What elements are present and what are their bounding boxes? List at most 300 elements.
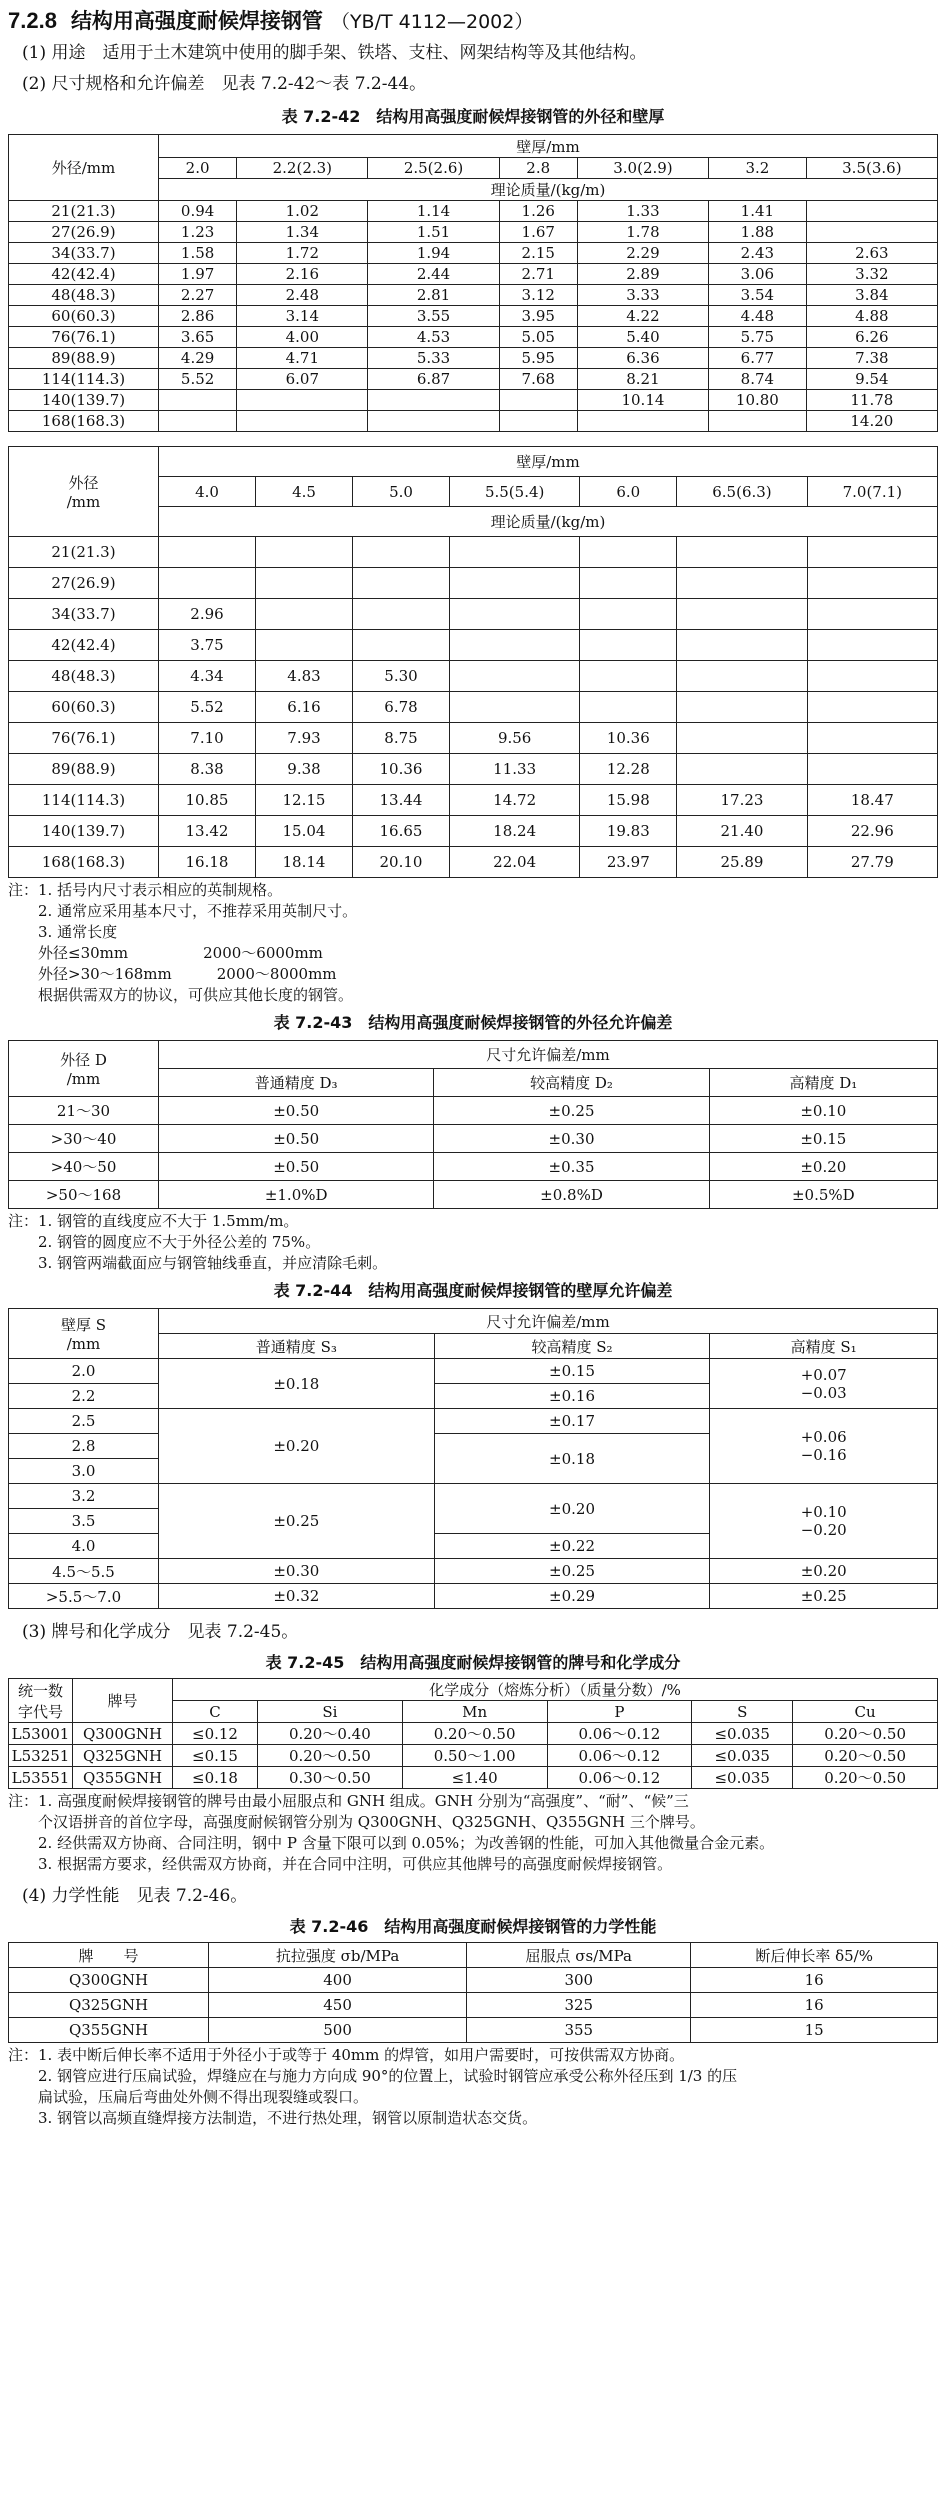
s1-cell [710, 1409, 938, 1484]
value-cell [353, 630, 450, 661]
value-cell: 7.68 [499, 369, 577, 390]
value-cell: 6.78 [353, 692, 450, 723]
row-label-cell: 76(76.1) [9, 723, 159, 754]
value-cell: 1.34 [237, 222, 368, 243]
value-cell: 2.48 [237, 285, 368, 306]
value-cell: ±0.5%D [709, 1181, 937, 1209]
row-label-cell: 140(139.7) [9, 816, 159, 847]
value-cell [450, 537, 580, 568]
note-line: 3. 根据需方要求，经供需双方协商，并在合同中注明，可供应其他牌号的高强度耐候焊接钢管。 [8, 1855, 673, 1873]
table-row [9, 1181, 938, 1209]
s1-plus: +0.07 [800, 1365, 847, 1384]
table-row [9, 537, 938, 568]
value-cell: 3.65 [159, 327, 237, 348]
row-label-cell: 168(168.3) [9, 411, 159, 432]
value-cell: 16 [691, 1968, 938, 1993]
section-standard: （YB/T 4112—2002） [330, 11, 534, 33]
row-label-cell: 60(60.3) [9, 306, 159, 327]
value-cell: 3.54 [709, 285, 807, 306]
table-row [9, 568, 938, 599]
table-row [9, 1097, 938, 1125]
table-42-part2 [8, 446, 938, 878]
row-label-cell: 48(48.3) [9, 661, 159, 692]
value-cell [450, 692, 580, 723]
precision-header: 普通精度 S₃ [159, 1334, 435, 1359]
s1-cell [710, 1359, 938, 1409]
value-cell [450, 599, 580, 630]
property-header: 断后伸长率 δ5/% [691, 1943, 938, 1968]
table-row [9, 285, 938, 306]
value-cell: 0.30～0.50 [257, 1767, 402, 1789]
row-label-cell: 76(76.1) [9, 327, 159, 348]
value-cell [677, 723, 807, 754]
section-number: 7.2.8 [8, 8, 57, 33]
note-line: 根据供需双方的协议，可供应其他长度的钢管。 [8, 986, 354, 1004]
value-cell: 8.75 [353, 723, 450, 754]
note-line: 扁试验，压扁后弯曲处外侧不得出现裂缝或裂口。 [8, 2088, 369, 2106]
value-cell: 4.22 [577, 306, 708, 327]
wall-s-label: 壁厚 S [60, 1316, 107, 1334]
value-cell: 3.12 [499, 285, 577, 306]
value-cell: 1.33 [577, 201, 708, 222]
value-cell: 355 [467, 2018, 691, 2043]
table-row [9, 630, 938, 661]
value-cell [353, 599, 450, 630]
value-cell [580, 568, 677, 599]
table-row [9, 1153, 938, 1181]
table-row [9, 1723, 938, 1745]
wall-header-2: 壁厚/mm [159, 447, 938, 477]
value-cell: 0.06～0.12 [547, 1723, 692, 1745]
table-row [9, 369, 938, 390]
precision-header: 普通精度 D₃ [159, 1069, 434, 1097]
table-row [9, 264, 938, 285]
note-line: 注：1. 括号内尺寸表示相应的英制规格。 [8, 881, 283, 899]
value-cell: 2.63 [806, 243, 937, 264]
table-row [9, 201, 938, 222]
value-cell: 2.43 [709, 243, 807, 264]
value-cell: 0.50～1.00 [402, 1745, 547, 1767]
wall-cell: 2.8 [9, 1434, 159, 1459]
value-cell: 3.14 [237, 306, 368, 327]
property-header: 屈服点 σs/MPa [467, 1943, 691, 1968]
value-cell: ≤0.12 [173, 1723, 258, 1745]
value-cell: ±0.15 [709, 1125, 937, 1153]
row-label-cell: 21(21.3) [9, 537, 159, 568]
value-cell: 6.16 [256, 692, 353, 723]
wall-cell: >5.5～7.0 [9, 1584, 159, 1609]
value-cell: 11.33 [450, 754, 580, 785]
value-cell: 6.87 [368, 369, 499, 390]
value-cell: 5.30 [353, 661, 450, 692]
table-43-caption: 表 7.2-43 结构用高强度耐候焊接钢管的外径允许偏差 [273, 1013, 673, 1032]
element-header: Mn [402, 1701, 547, 1723]
value-cell: 8.21 [577, 369, 708, 390]
wall-cell: 2.5 [9, 1409, 159, 1434]
value-cell: 0.20～0.50 [793, 1767, 938, 1789]
row-label-cell: >50～168 [9, 1181, 159, 1209]
value-cell: ±0.20 [709, 1153, 937, 1181]
value-cell: 16 [691, 1993, 938, 2018]
note-line: 2. 钢管的圆度应不大于外径公差的 75%。 [8, 1233, 321, 1251]
row-label-cell: 89(88.9) [9, 754, 159, 785]
value-cell: 3.75 [159, 630, 256, 661]
value-cell: 2.86 [159, 306, 237, 327]
value-cell: 2.96 [159, 599, 256, 630]
code-header [9, 1679, 73, 1723]
table-row [9, 661, 938, 692]
value-cell: 0.20～0.50 [257, 1745, 402, 1767]
value-cell [159, 568, 256, 599]
row-label-cell: 34(33.7) [9, 243, 159, 264]
value-cell: 1.26 [499, 201, 577, 222]
wall-cell: 3.5 [9, 1509, 159, 1534]
value-cell [353, 537, 450, 568]
row-label-cell: 168(168.3) [9, 847, 159, 878]
para-usage: (1) 用途 适用于土木建筑中使用的脚手架、铁塔、支柱、网架结构等及其他结构。 [22, 43, 647, 63]
value-cell: 17.23 [677, 785, 807, 816]
table-row [9, 816, 938, 847]
table-45-caption: 表 7.2-45 结构用高强度耐候焊接钢管的牌号和化学成分 [265, 1653, 681, 1672]
wall-size-header: 5.5(5.4) [450, 477, 580, 507]
value-cell: 10.14 [577, 390, 708, 411]
value-cell: 4.00 [237, 327, 368, 348]
value-cell: 18.14 [256, 847, 353, 878]
row-label-cell: Q355GNH [9, 2018, 209, 2043]
row-label-cell: 21～30 [9, 1097, 159, 1125]
value-cell: 7.10 [159, 723, 256, 754]
precision-header: 较高精度 D₂ [434, 1069, 709, 1097]
value-cell: 1.14 [368, 201, 499, 222]
code-label-b: 字代号 [17, 1702, 63, 1721]
value-cell: 6.77 [709, 348, 807, 369]
value-cell: 0.20～0.40 [257, 1723, 402, 1745]
value-cell [159, 390, 237, 411]
value-cell: 0.20～0.50 [793, 1723, 938, 1745]
wall-size-header: 2.8 [499, 158, 577, 179]
table-42-caption: 表 7.2-42 结构用高强度耐候焊接钢管的外径和壁厚 [281, 107, 665, 126]
value-cell: 16.18 [159, 847, 256, 878]
value-cell: 1.41 [709, 201, 807, 222]
s2-cell: ±0.20 [434, 1484, 710, 1534]
s2-cell: ±0.22 [434, 1534, 710, 1559]
value-cell: 300 [467, 1968, 691, 1993]
value-cell: 1.88 [709, 222, 807, 243]
note-line: 个汉语拼音的首位字母，高强度耐候钢管分别为 Q300GNH、Q325GNH、Q355GNH 三个牌号。 [8, 1813, 705, 1831]
value-cell: 4.71 [237, 348, 368, 369]
value-cell: 22.04 [450, 847, 580, 878]
note-line: 3. 钢管以高频直缝焊接方法制造，不进行热处理，钢管以原制造状态交货。 [8, 2109, 538, 2127]
value-cell: 0.06～0.12 [547, 1745, 692, 1767]
value-cell: 12.28 [580, 754, 677, 785]
value-cell: 18.47 [807, 785, 937, 816]
value-cell: 1.02 [237, 201, 368, 222]
value-cell: ±0.50 [159, 1125, 434, 1153]
table-row [9, 847, 938, 878]
value-cell: 3.32 [806, 264, 937, 285]
row-label-cell: L53551 [9, 1767, 73, 1789]
value-cell: 6.36 [577, 348, 708, 369]
value-cell: 3.06 [709, 264, 807, 285]
mass-header-2: 理论质量/(kg/m) [159, 507, 938, 537]
wall-s-unit: /mm [66, 1335, 101, 1353]
value-cell: 4.48 [709, 306, 807, 327]
wall-size-header: 3.0(2.9) [577, 158, 708, 179]
value-cell: 5.40 [577, 327, 708, 348]
row-label-cell: 42(42.4) [9, 630, 159, 661]
row-label-cell: 48(48.3) [9, 285, 159, 306]
table-43-notes [8, 1211, 938, 1274]
value-cell: ±0.35 [434, 1153, 709, 1181]
value-cell: 9.54 [806, 369, 937, 390]
wall-size-header: 5.0 [353, 477, 450, 507]
value-cell [256, 630, 353, 661]
od-label-a: 外径 [68, 474, 99, 492]
value-cell: 27.79 [807, 847, 937, 878]
value-cell [577, 411, 708, 432]
mass-header: 理论质量/(kg/m) [159, 179, 938, 201]
wall-size-header: 6.5(6.3) [677, 477, 807, 507]
value-cell: 2.27 [159, 285, 237, 306]
s3-cell: ±0.18 [159, 1359, 435, 1409]
row-label-cell: 60(60.3) [9, 692, 159, 723]
note-line: 3. 钢管两端截面应与钢管轴线垂直，并应清除毛刺。 [8, 1254, 388, 1272]
value-cell: 10.36 [353, 754, 450, 785]
value-cell: 8.38 [159, 754, 256, 785]
table-45-notes [8, 1791, 938, 1875]
row-label-cell: 140(139.7) [9, 390, 159, 411]
element-header: S [692, 1701, 793, 1723]
value-cell [807, 692, 937, 723]
table-row [9, 390, 938, 411]
table-43 [8, 1040, 938, 1209]
wall-cell: 4.5～5.5 [9, 1559, 159, 1584]
value-cell [256, 537, 353, 568]
s1-cell [710, 1484, 938, 1559]
table-45 [8, 1678, 938, 1789]
row-label-cell: 27(26.9) [9, 568, 159, 599]
note-line: 3. 通常长度 [8, 923, 118, 941]
value-cell: 19.83 [580, 816, 677, 847]
value-cell: 9.38 [256, 754, 353, 785]
value-cell [709, 411, 807, 432]
value-cell [368, 411, 499, 432]
s1-minus: −0.16 [800, 1446, 847, 1464]
value-cell: 8.74 [709, 369, 807, 390]
value-cell: 0.20～0.50 [793, 1745, 938, 1767]
note-line: 2. 经供需双方协商、合同注明，钢中 P 含量下限可以到 0.05%；为改善钢的性能，可加入其他微量合金元素。 [8, 1834, 775, 1852]
value-cell: 15 [691, 2018, 938, 2043]
value-cell: 1.51 [368, 222, 499, 243]
value-cell: 1.58 [159, 243, 237, 264]
s2-cell: ±0.29 [434, 1584, 710, 1609]
element-header: P [547, 1701, 692, 1723]
value-cell [677, 661, 807, 692]
value-cell: 1.67 [499, 222, 577, 243]
value-cell: 5.52 [159, 369, 237, 390]
od-header-2 [9, 447, 159, 537]
value-cell [806, 222, 937, 243]
value-cell: 400 [209, 1968, 467, 1993]
value-cell [237, 390, 368, 411]
element-header: Si [257, 1701, 402, 1723]
value-cell: 7.93 [256, 723, 353, 754]
value-cell: 12.15 [256, 785, 353, 816]
value-cell [806, 201, 937, 222]
value-cell: 25.89 [677, 847, 807, 878]
value-cell [807, 630, 937, 661]
value-cell: 22.96 [807, 816, 937, 847]
value-cell: 500 [209, 2018, 467, 2043]
value-cell [256, 599, 353, 630]
value-cell: 14.20 [806, 411, 937, 432]
value-cell: 3.33 [577, 285, 708, 306]
note-line: 2. 钢管应进行压扁试验，焊缝应在与施力方向成 90°的位置上，试验时钢管应承受公称外径压到 1/3 的压 [8, 2067, 738, 2085]
table-row [9, 327, 938, 348]
note-line: 外径>30～168mm 2000～8000mm [8, 965, 337, 983]
value-cell: 450 [209, 1993, 467, 2018]
row-label-cell: 114(114.3) [9, 369, 159, 390]
property-header: 抗拉强度 σb/MPa [209, 1943, 467, 1968]
value-cell: 1.72 [237, 243, 368, 264]
value-cell: 5.52 [159, 692, 256, 723]
wall-size-header: 2.5(2.6) [368, 158, 499, 179]
value-cell [677, 599, 807, 630]
value-cell: 13.44 [353, 785, 450, 816]
value-cell: 5.95 [499, 348, 577, 369]
value-cell [677, 630, 807, 661]
element-header: C [173, 1701, 258, 1723]
grade-header: 牌号 [73, 1679, 173, 1723]
table-row [9, 1125, 938, 1153]
tol-header: 尺寸允许偏差/mm [159, 1041, 938, 1069]
table-row [9, 692, 938, 723]
table-row [9, 754, 938, 785]
value-cell: 2.16 [237, 264, 368, 285]
row-label-cell: 27(26.9) [9, 222, 159, 243]
s3-cell: ±0.30 [159, 1559, 435, 1584]
value-cell [450, 568, 580, 599]
note-line: 外径≤30mm 2000～6000mm [8, 944, 323, 962]
value-cell [807, 537, 937, 568]
value-cell [677, 537, 807, 568]
value-cell: 5.33 [368, 348, 499, 369]
wall-cell: 3.2 [9, 1484, 159, 1509]
value-cell [677, 692, 807, 723]
table-42-part1 [8, 134, 938, 432]
value-cell [580, 630, 677, 661]
table-row [9, 306, 938, 327]
s1-minus: −0.03 [800, 1383, 847, 1402]
wall-cell: 3.0 [9, 1459, 159, 1484]
od-header: 外径/mm [9, 135, 159, 201]
code-label-a: 统一数 [17, 1681, 63, 1700]
table-row [9, 599, 938, 630]
table-row [9, 1767, 938, 1789]
row-label-cell: 42(42.4) [9, 264, 159, 285]
s2-cell: ±0.16 [434, 1384, 710, 1409]
value-cell [499, 411, 577, 432]
row-label-cell: L53251 [9, 1745, 73, 1767]
value-cell: Q325GNH [73, 1745, 173, 1767]
value-cell: ±0.10 [709, 1097, 937, 1125]
value-cell: ±0.25 [434, 1097, 709, 1125]
value-cell: 0.94 [159, 201, 237, 222]
value-cell: 2.71 [499, 264, 577, 285]
note-line: 注：1. 钢管的直线度应不大于 1.5mm/m。 [8, 1212, 299, 1230]
wall-size-header: 3.5(3.6) [806, 158, 937, 179]
value-cell: Q355GNH [73, 1767, 173, 1789]
value-cell [450, 630, 580, 661]
note-line: 注：1. 表中断后伸长率不适用于外径小于或等于 40mm 的焊管，如用户需要时，可按供需双方协商。 [8, 2046, 685, 2064]
wall-size-header: 3.2 [709, 158, 807, 179]
value-cell: 15.98 [580, 785, 677, 816]
row-label-cell: >30～40 [9, 1125, 159, 1153]
value-cell: 0.06～0.12 [547, 1767, 692, 1789]
value-cell: 20.10 [353, 847, 450, 878]
value-cell: ±0.50 [159, 1153, 434, 1181]
value-cell [580, 599, 677, 630]
value-cell [159, 537, 256, 568]
wall-size-header: 4.5 [256, 477, 353, 507]
value-cell: 11.78 [806, 390, 937, 411]
value-cell: 4.83 [256, 661, 353, 692]
value-cell: ≤0.15 [173, 1745, 258, 1767]
value-cell [237, 411, 368, 432]
value-cell: ±0.30 [434, 1125, 709, 1153]
value-cell: 2.81 [368, 285, 499, 306]
table-row [9, 243, 938, 264]
table-46-caption: 表 7.2-46 结构用高强度耐候焊接钢管的力学性能 [289, 1917, 657, 1936]
precision-header: 高精度 D₁ [709, 1069, 937, 1097]
s1-plus: +0.10 [800, 1503, 847, 1521]
value-cell: ≤0.035 [692, 1767, 793, 1789]
wall-size-header: 4.0 [159, 477, 256, 507]
value-cell [807, 568, 937, 599]
value-cell: ±0.8%D [434, 1181, 709, 1209]
value-cell [580, 692, 677, 723]
s1-cell: ±0.25 [710, 1584, 938, 1609]
element-header: Cu [793, 1701, 938, 1723]
value-cell: 5.75 [709, 327, 807, 348]
s2-cell: ±0.15 [434, 1359, 710, 1384]
value-cell [450, 661, 580, 692]
section-heading [8, 4, 938, 38]
value-cell: 5.05 [499, 327, 577, 348]
value-cell: 6.26 [806, 327, 937, 348]
value-cell [580, 661, 677, 692]
table-row [9, 222, 938, 243]
value-cell: 15.04 [256, 816, 353, 847]
value-cell: 6.07 [237, 369, 368, 390]
value-cell: ≤0.035 [692, 1745, 793, 1767]
value-cell: 0.20～0.50 [402, 1723, 547, 1745]
wall-size-header: 2.0 [159, 158, 237, 179]
od-label-b: /mm [66, 493, 101, 511]
table-row [9, 2018, 938, 2043]
wall-header: 壁厚/mm [159, 135, 938, 158]
table-row [9, 1993, 938, 2018]
value-cell: 1.97 [159, 264, 237, 285]
value-cell: 14.72 [450, 785, 580, 816]
value-cell: 4.88 [806, 306, 937, 327]
value-cell [677, 568, 807, 599]
s1-cell: ±0.20 [710, 1559, 938, 1584]
value-cell: Q300GNH [73, 1723, 173, 1745]
s1-minus: −0.20 [800, 1521, 847, 1539]
value-cell [807, 661, 937, 692]
tol-header-44: 尺寸允许偏差/mm [159, 1309, 938, 1334]
